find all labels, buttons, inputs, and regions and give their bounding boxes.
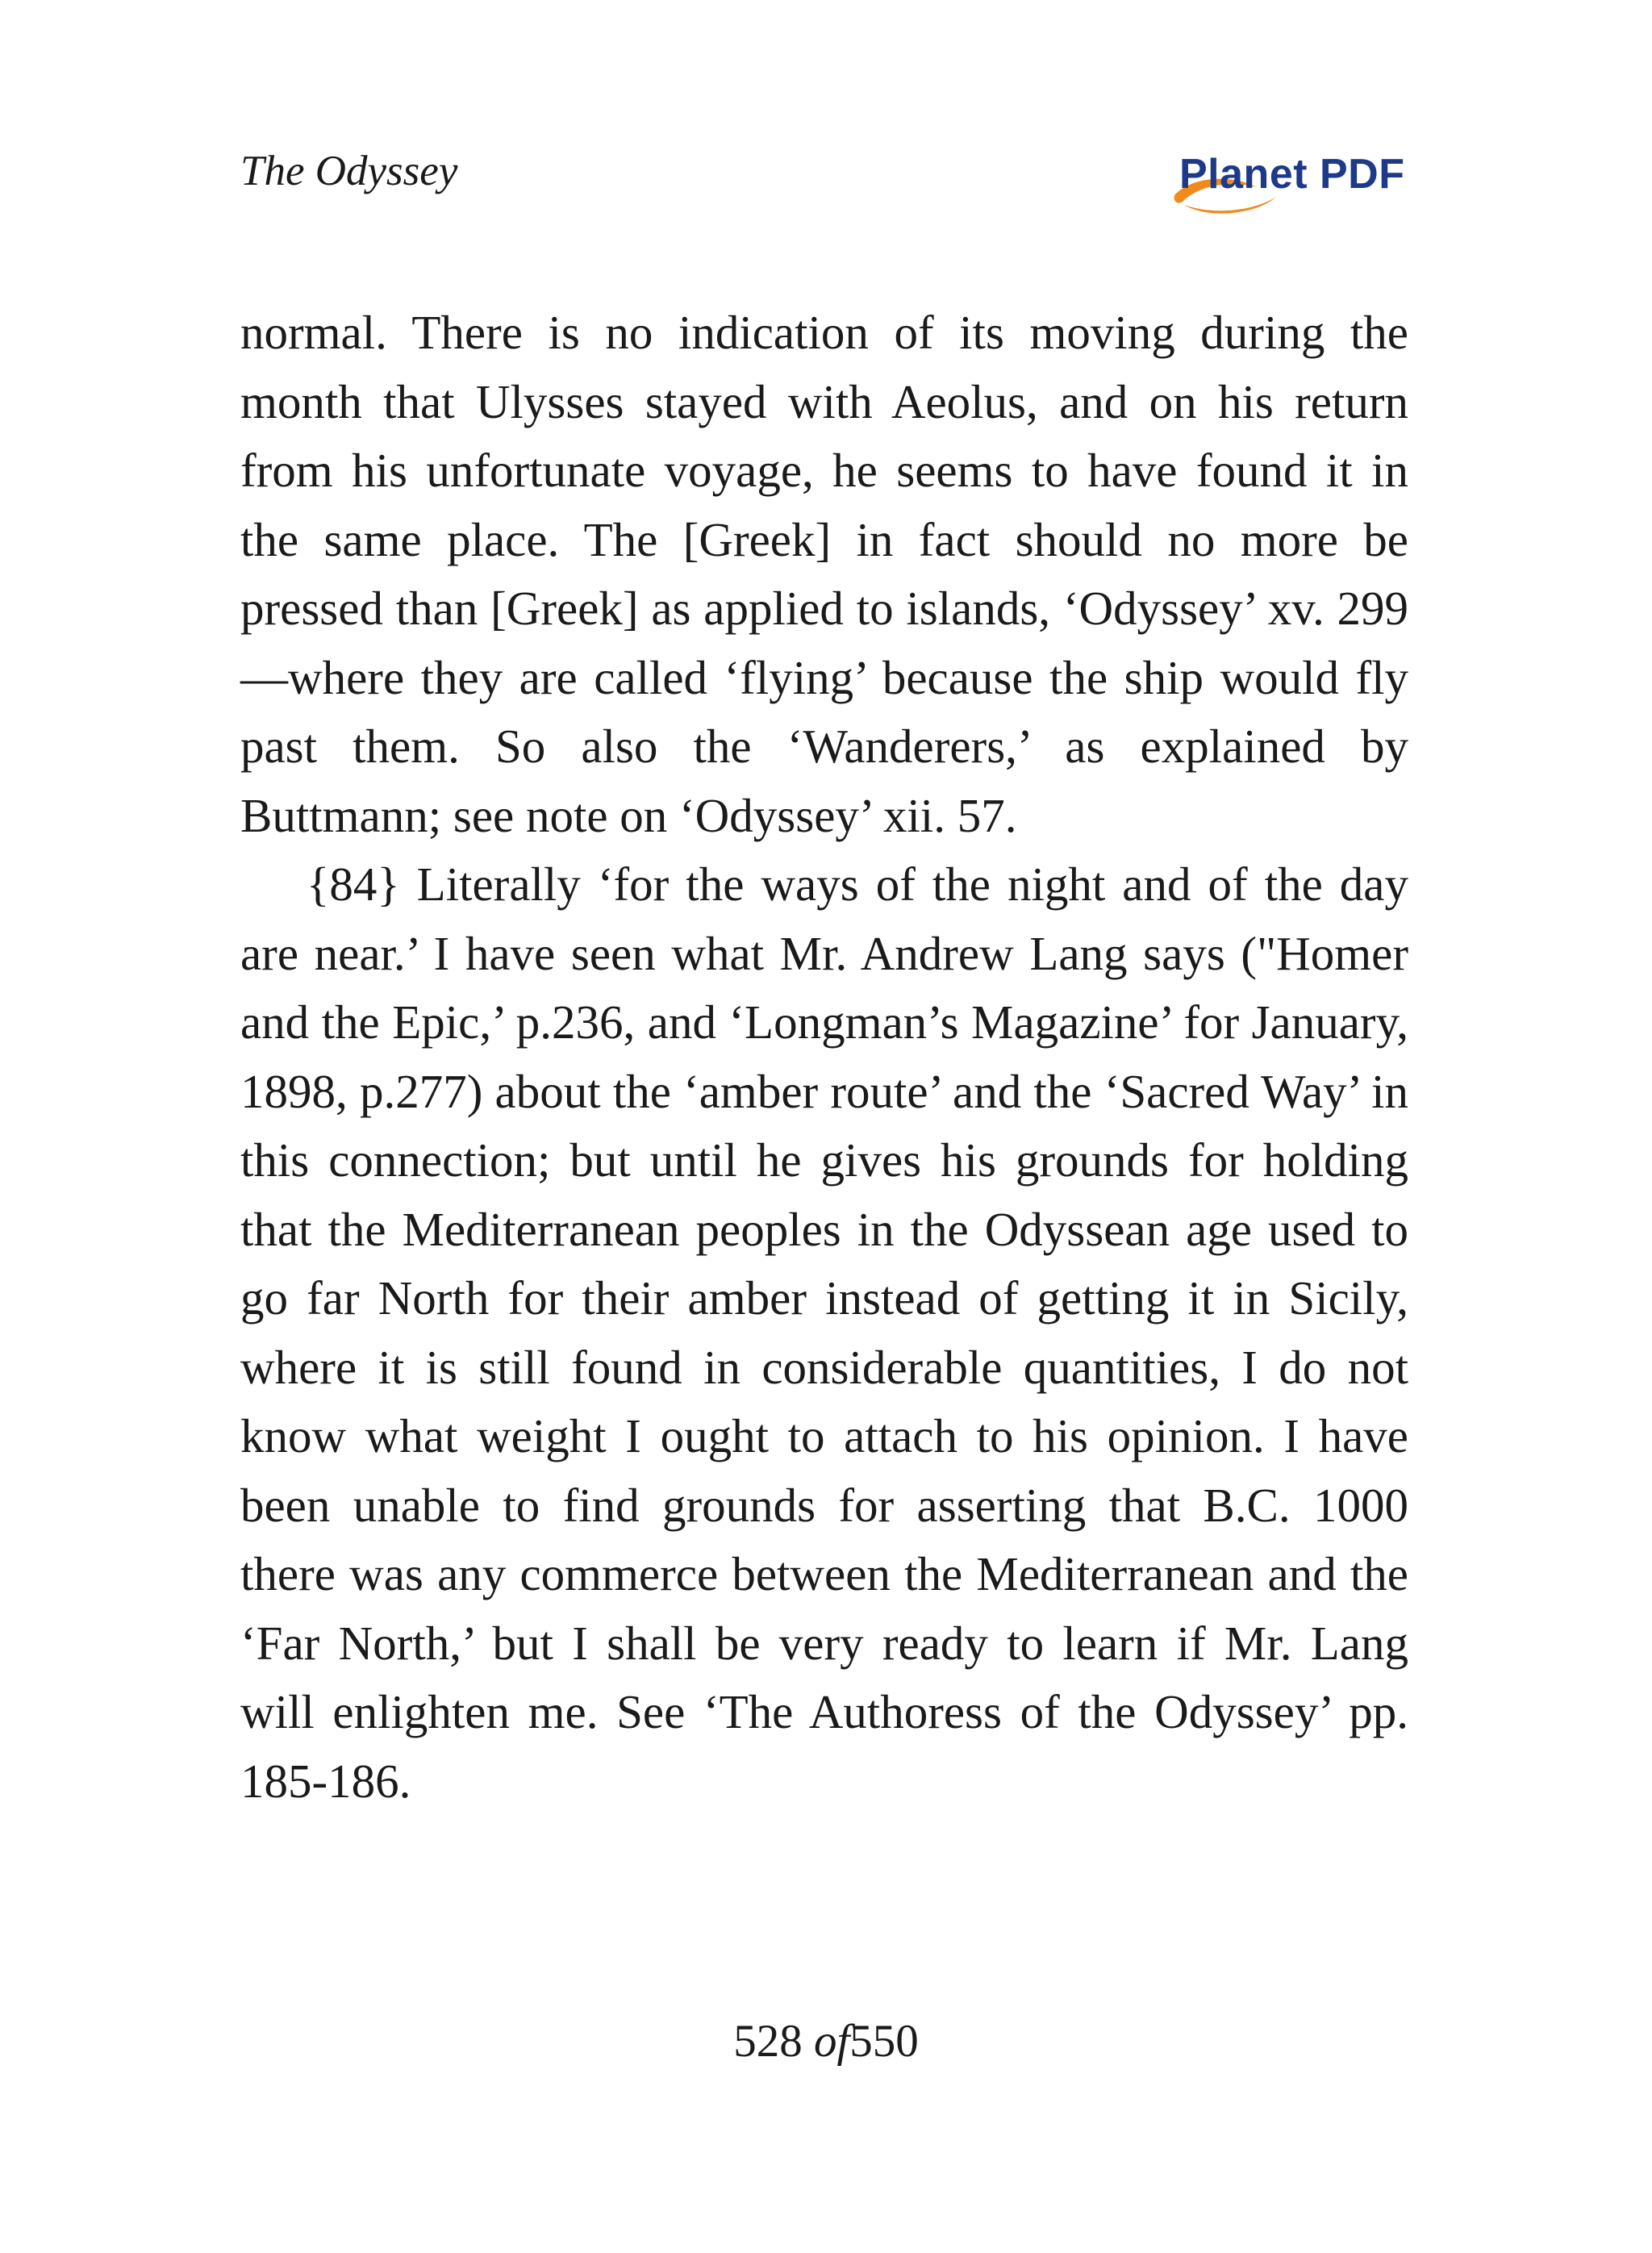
body-text: [240, 298, 1408, 1816]
running-header-title: The Odyssey: [240, 148, 458, 194]
page-footer: [0, 2016, 1652, 2067]
total-pages: 550: [849, 2016, 919, 2067]
paragraph-continued: normal. There is no indication of its moving during the month that Ulysses stayed with Aeolus, and on his return from his unfortunate voyage, he seems to have found it in the same place. The [Greek] in fact should no more be pressed than [Greek] as applied to islands, ‘Odyssey’ xv. 299—where they are called ‘flying’ because the ship would fly past them. So also the ‘Wanderers,’ as explained by Buttmann; see note on ‘Odyssey’ xii. 57.: [240, 306, 1408, 842]
page-of-label: of: [813, 2016, 850, 2067]
logo-text: Planet PDF: [1179, 151, 1405, 198]
planet-pdf-logo: [1168, 153, 1410, 210]
current-page-number: 528: [733, 2016, 803, 2067]
paragraph-note-84: {84} Literally ‘for the ways of the night and of the day are near.’ I have seen what Mr. Andrew Lang says ("Homer and the Epic,’ p.236, and ‘Longman’s Magazine’ for January, 1898, p.277) about the ‘amber route’ and the ‘Sacred Way’ in this connection; but until he gives his grounds for holding that the Mediterranean peoples in the Odyssean age used to go far North for their amber instead of getting it in Sicily, where it is still found in considerable quantities, I do not know what weight I ought to attach to his opinion. I have been unable to find grounds for asserting that B.C. 1000 there was any commerce between the Mediterranean and the ‘Far North,’ but I shall be very ready to learn if Mr. Lang will enlighten me. See ‘The Authoress of the Odyssey’ pp. 185-186.: [240, 857, 1408, 1808]
